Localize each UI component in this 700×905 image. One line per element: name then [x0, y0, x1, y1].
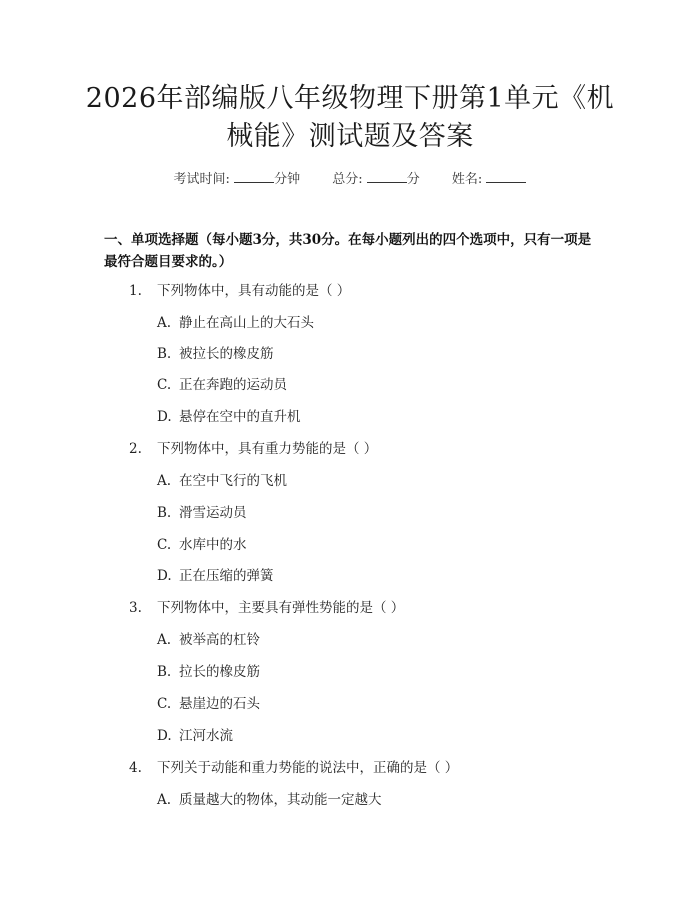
option-letter: A. — [157, 632, 172, 648]
student-name-label: 姓名: — [451, 172, 483, 187]
option-letter: B. — [157, 505, 172, 521]
option-text: 江河水流 — [179, 728, 233, 744]
option-text: 正在奔跑的运动员 — [179, 377, 287, 393]
question-1 — [129, 281, 350, 301]
option-text: 悬崖边的石头 — [179, 696, 260, 712]
option-letter: D. — [157, 568, 172, 584]
question-number: 2. — [129, 441, 142, 457]
student-name-blank — [486, 170, 526, 183]
question-number: 1. — [129, 283, 142, 299]
total-score-blank — [367, 170, 407, 183]
option-letter: C. — [157, 377, 172, 393]
option-letter: D. — [157, 409, 172, 425]
question-4-option-a — [157, 790, 382, 810]
option-letter: A. — [157, 315, 172, 331]
total-score-label: 总分: — [332, 172, 363, 187]
option-letter: A. — [157, 473, 172, 489]
section-heading: 一、单项选择题（每小题3分，共30分。在每小题列出的四个选项中，只有一项是最符合题目要求的。） — [104, 232, 592, 270]
option-text: 水库中的水 — [179, 537, 247, 553]
question-text: 下列关于动能和重力势能的说法中，正确的是（ ） — [157, 760, 459, 776]
question-2-option-d — [157, 566, 274, 586]
exam-time-blank — [234, 170, 274, 183]
question-1-option-a — [157, 313, 314, 333]
option-letter: A. — [157, 792, 172, 808]
question-3-option-c — [157, 694, 260, 714]
question-text: 下列物体中，具有重力势能的是（ ） — [157, 441, 378, 457]
question-number: 3. — [129, 600, 142, 616]
question-1-option-b — [157, 344, 274, 364]
question-4 — [129, 758, 458, 778]
exam-time-label: 考试时间: — [173, 172, 230, 187]
document-title: 2026年部编版八年级物理下册第1单元《机械能》测试题及答案 — [85, 83, 615, 152]
exam-time-unit: 分钟 — [274, 172, 301, 187]
exam-meta-line — [0, 168, 700, 187]
question-3-option-a — [157, 630, 260, 650]
question-text: 下列物体中，主要具有弹性势能的是（ ） — [157, 600, 405, 616]
total-score-unit: 分 — [406, 172, 420, 187]
question-2-option-b — [157, 503, 247, 523]
question-2-option-c — [157, 535, 247, 555]
option-letter: C. — [157, 696, 172, 712]
question-3-option-d — [157, 726, 233, 746]
total-score-field — [332, 168, 420, 187]
question-2-option-a — [157, 471, 287, 491]
option-text: 拉长的橡皮筋 — [179, 664, 260, 680]
option-text: 悬停在空中的直升机 — [179, 409, 301, 425]
option-letter: C. — [157, 537, 172, 553]
question-number: 4. — [129, 760, 142, 776]
question-3 — [129, 598, 404, 618]
exam-time-field — [174, 168, 301, 187]
option-text: 在空中飞行的飞机 — [179, 473, 287, 489]
question-1-option-d — [157, 407, 301, 427]
student-name-field — [452, 168, 527, 187]
option-text: 被拉长的橡皮筋 — [179, 346, 274, 362]
question-1-option-c — [157, 375, 287, 395]
option-text: 质量越大的物体，其动能一定越大 — [179, 792, 382, 808]
question-3-option-b — [157, 662, 260, 682]
option-text: 被举高的杠铃 — [179, 632, 260, 648]
option-letter: B. — [157, 346, 172, 362]
option-text: 正在压缩的弹簧 — [179, 568, 274, 584]
question-2 — [129, 439, 377, 459]
option-text: 滑雪运动员 — [179, 505, 247, 521]
option-letter: B. — [157, 664, 172, 680]
option-text: 静止在高山上的大石头 — [179, 315, 314, 331]
question-text: 下列物体中，具有动能的是（ ） — [157, 283, 351, 299]
option-letter: D. — [157, 728, 172, 744]
